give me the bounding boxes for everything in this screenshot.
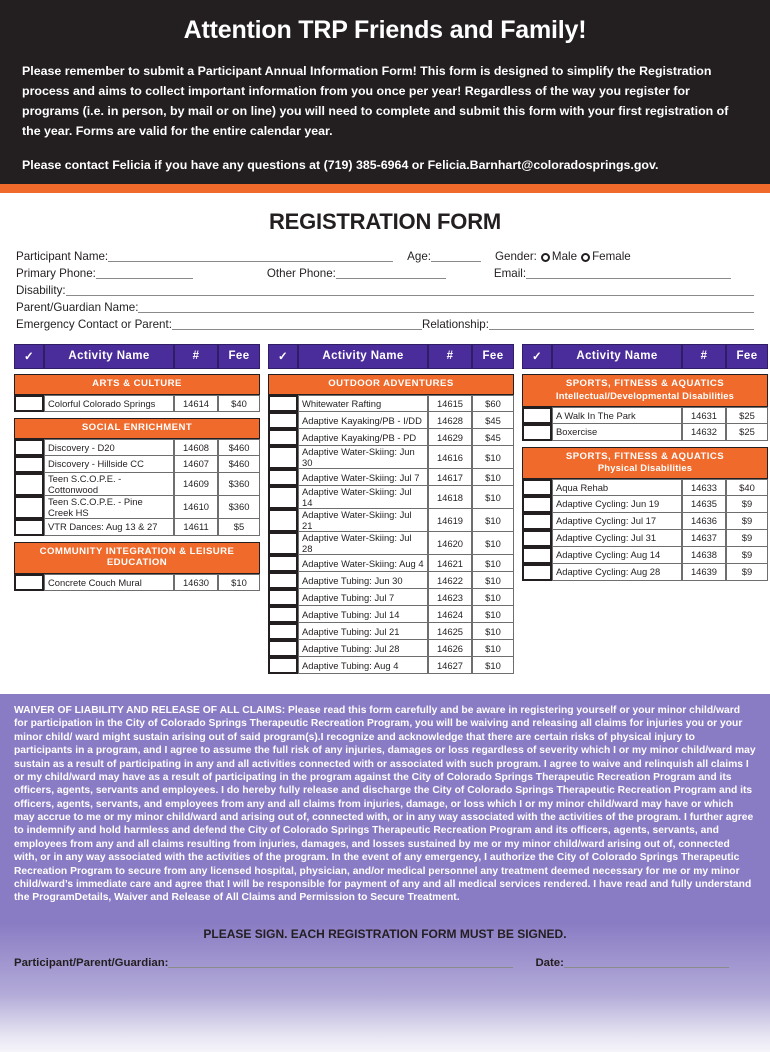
table-row xyxy=(268,657,514,674)
attention-banner xyxy=(0,0,770,184)
activity-name-cell: Adaptive Tubing: Jul 14 xyxy=(298,606,428,623)
gender-label: Gender: xyxy=(495,250,537,264)
disability-input[interactable] xyxy=(66,283,754,296)
field-row-parent-guardian xyxy=(16,300,754,314)
activity-number-cell: 14610 xyxy=(174,496,218,519)
activity-fee-cell: $45 xyxy=(472,412,514,429)
table-row xyxy=(268,606,514,623)
primary-phone-input[interactable] xyxy=(96,266,193,279)
other-phone-label: Other Phone: xyxy=(266,267,336,281)
table-row xyxy=(14,395,260,412)
activity-fee-cell: $5 xyxy=(218,519,260,536)
activity-number-cell: 14614 xyxy=(174,395,218,412)
activity-checkbox[interactable] xyxy=(14,473,44,496)
field-row-phones-email xyxy=(16,266,754,280)
sign-instruction: PLEASE SIGN. EACH REGISTRATION FORM MUST BE SIGNED. xyxy=(203,926,567,941)
activity-name-cell: Teen S.C.O.P.E. - Pine Creek HS xyxy=(44,496,174,519)
activity-number-cell: 14629 xyxy=(428,429,472,446)
activity-checkbox[interactable] xyxy=(268,532,298,555)
section-subheader: Intellectual/Developmental Disabilities xyxy=(555,390,735,402)
table-row xyxy=(268,509,514,532)
section-header: COMMUNITY INTEGRATION & LEISURE EDUCATION xyxy=(14,542,260,574)
activity-checkbox[interactable] xyxy=(522,530,552,547)
activity-rows xyxy=(14,439,260,536)
activity-column-2 xyxy=(268,344,514,680)
activity-number-cell: 14635 xyxy=(682,496,726,513)
activity-checkbox[interactable] xyxy=(268,606,298,623)
emergency-contact-input[interactable] xyxy=(172,317,422,330)
emergency-contact-label: Emergency Contact or Parent: xyxy=(16,318,172,332)
activity-fee-cell: $45 xyxy=(472,429,514,446)
table-row xyxy=(522,547,768,564)
orange-divider xyxy=(0,184,770,193)
gender-female-radio[interactable] xyxy=(581,253,590,262)
activity-checkbox[interactable] xyxy=(14,519,44,536)
activity-number-cell: 14607 xyxy=(174,456,218,473)
other-phone-input[interactable] xyxy=(336,266,446,279)
header-fee: Fee xyxy=(472,344,514,369)
activity-name-cell: Adaptive Cycling: Aug 14 xyxy=(552,547,682,564)
activity-name-cell: Adaptive Cycling: Jun 19 xyxy=(552,496,682,513)
activity-number-cell: 14618 xyxy=(428,486,472,509)
activity-fee-cell: $25 xyxy=(726,424,768,441)
activity-checkbox[interactable] xyxy=(268,509,298,532)
activity-fee-cell: $360 xyxy=(218,496,260,519)
gender-male-radio[interactable] xyxy=(541,253,550,262)
activity-checkbox[interactable] xyxy=(268,469,298,486)
activity-fee-cell: $9 xyxy=(726,496,768,513)
banner-paragraph: Please remember to submit a Participant Annual Information Form! This form is designed to simplify the Registration process and aims to collect important information from you once per year! Regardless of the way you register for programs (i.e. in person, by mail or on line) you will need to complete and submit this form with your first registration of the year. Forms are valid for the entire calendar year. xyxy=(22,64,729,139)
header-activity-name: Activity Name xyxy=(298,344,428,369)
gender-male-label: Male xyxy=(551,250,578,264)
age-input[interactable] xyxy=(431,249,481,262)
activity-name-cell: Concrete Couch Mural xyxy=(44,574,174,591)
activity-checkbox[interactable] xyxy=(268,446,298,469)
activity-fee-cell: $10 xyxy=(472,640,514,657)
table-row xyxy=(522,530,768,547)
activity-name-cell: Adaptive Tubing: Jun 30 xyxy=(298,572,428,589)
activity-name-cell: Teen S.C.O.P.E. - Cottonwood xyxy=(44,473,174,496)
table-row xyxy=(268,446,514,469)
activity-checkbox[interactable] xyxy=(268,657,298,674)
activity-rows xyxy=(14,574,260,591)
header-check-icon: ✓ xyxy=(14,344,44,369)
activity-rows xyxy=(14,395,260,412)
banner-title: Attention TRP Friends and Family! xyxy=(183,16,587,44)
activity-rows xyxy=(522,407,768,441)
activity-section xyxy=(522,374,768,440)
activity-number-cell: 14631 xyxy=(682,407,726,424)
parent-guardian-input[interactable] xyxy=(138,300,754,313)
signature-row xyxy=(14,955,756,969)
page-title: REGISTRATION FORM xyxy=(268,209,502,235)
activity-checkbox[interactable] xyxy=(268,589,298,606)
activity-fee-cell: $10 xyxy=(472,589,514,606)
table-row xyxy=(268,589,514,606)
waiver-section xyxy=(0,694,770,1052)
activity-name-cell: Adaptive Cycling: Jul 17 xyxy=(552,513,682,530)
activity-number-cell: 14622 xyxy=(428,572,472,589)
activity-number-cell: 14620 xyxy=(428,532,472,555)
activity-checkbox[interactable] xyxy=(268,412,298,429)
activity-fee-cell: $10 xyxy=(472,606,514,623)
activity-checkbox[interactable] xyxy=(522,547,552,564)
participant-fields xyxy=(0,249,770,331)
activity-checkbox[interactable] xyxy=(522,407,552,424)
field-row-emergency-relationship xyxy=(16,317,754,331)
activity-fee-cell: $9 xyxy=(726,547,768,564)
gender-female-label: Female xyxy=(592,250,631,264)
activity-number-cell: 14616 xyxy=(428,446,472,469)
activity-rows xyxy=(268,395,514,674)
activity-number-cell: 14632 xyxy=(682,424,726,441)
table-row xyxy=(14,456,260,473)
table-row xyxy=(268,623,514,640)
disability-label: Disability: xyxy=(16,284,66,298)
table-row xyxy=(522,479,768,496)
activity-checkbox[interactable] xyxy=(268,429,298,446)
field-row-disability xyxy=(16,283,754,297)
activity-checkbox[interactable] xyxy=(522,424,552,441)
activity-fee-cell: $40 xyxy=(726,479,768,496)
activity-checkbox[interactable] xyxy=(268,486,298,509)
table-row xyxy=(522,496,768,513)
activity-checkbox[interactable] xyxy=(14,496,44,519)
activity-number-cell: 14617 xyxy=(428,469,472,486)
activity-number-cell: 14625 xyxy=(428,623,472,640)
activity-name-cell: Adaptive Water-Skiing: Jul 28 xyxy=(298,532,428,555)
email-input[interactable] xyxy=(526,266,731,279)
activity-fee-cell: $10 xyxy=(472,509,514,532)
header-number: # xyxy=(682,344,726,369)
activity-name-cell: Adaptive Water-Skiing: Jul 7 xyxy=(298,469,428,486)
activity-name-cell: Whitewater Rafting xyxy=(298,395,428,412)
activity-number-cell: 14630 xyxy=(174,574,218,591)
participant-name-label: Participant Name: xyxy=(16,250,109,264)
signature-label: Participant/Parent/Guardian: xyxy=(14,956,169,969)
activity-checkbox[interactable] xyxy=(268,640,298,657)
activity-checkbox[interactable] xyxy=(268,555,298,572)
table-row xyxy=(268,572,514,589)
activity-name-cell: Discovery - D20 xyxy=(44,439,174,456)
activity-table-header xyxy=(268,344,514,369)
activity-name-cell: Boxercise xyxy=(552,424,682,441)
table-row xyxy=(14,574,260,591)
activity-checkbox[interactable] xyxy=(522,479,552,496)
activity-name-cell: Adaptive Kayaking/PB - PD xyxy=(298,429,428,446)
activity-name-cell: Adaptive Tubing: Jul 21 xyxy=(298,623,428,640)
table-row xyxy=(14,473,260,496)
header-fee: Fee xyxy=(726,344,768,369)
activity-checkbox[interactable] xyxy=(14,574,44,591)
activity-number-cell: 14623 xyxy=(428,589,472,606)
activity-section xyxy=(14,542,260,591)
header-activity-name: Activity Name xyxy=(44,344,174,369)
activity-fee-cell: $10 xyxy=(472,469,514,486)
activity-name-cell: Adaptive Kayaking/PB - I/DD xyxy=(298,412,428,429)
table-row xyxy=(268,412,514,429)
header-check-icon: ✓ xyxy=(268,344,298,369)
activity-fee-cell: $10 xyxy=(472,532,514,555)
relationship-input[interactable] xyxy=(489,317,754,330)
activity-name-cell: Adaptive Water-Skiing: Jul 14 xyxy=(298,486,428,509)
activity-number-cell: 14624 xyxy=(428,606,472,623)
header-number: # xyxy=(428,344,472,369)
table-row xyxy=(268,395,514,412)
activity-name-cell: Colorful Colorado Springs xyxy=(44,395,174,412)
activity-number-cell: 14627 xyxy=(428,657,472,674)
table-row xyxy=(522,407,768,424)
primary-phone-label: Primary Phone: xyxy=(16,267,96,281)
activity-number-cell: 14626 xyxy=(428,640,472,657)
activity-column-1 xyxy=(14,344,260,597)
table-row xyxy=(268,429,514,446)
activity-number-cell: 14628 xyxy=(428,412,472,429)
activity-name-cell: Adaptive Tubing: Jul 7 xyxy=(298,589,428,606)
activity-number-cell: 14638 xyxy=(682,547,726,564)
activity-rows xyxy=(522,479,768,581)
banner-contact-line: Please contact Felicia if you have any questions at (719) 385-6964 or Felicia.Barnhart@coloradosprings.gov. xyxy=(22,158,659,173)
table-row xyxy=(522,513,768,530)
table-row xyxy=(522,424,768,441)
email-label: Email: xyxy=(493,267,527,281)
activity-number-cell: 14619 xyxy=(428,509,472,532)
activity-checkbox[interactable] xyxy=(268,395,298,412)
activity-number-cell: 14615 xyxy=(428,395,472,412)
table-row xyxy=(268,555,514,572)
field-row-name-age-gender xyxy=(16,249,754,263)
activity-number-cell: 14611 xyxy=(174,519,218,536)
activity-name-cell: Adaptive Cycling: Jul 31 xyxy=(552,530,682,547)
header-fee: Fee xyxy=(218,344,260,369)
activity-fee-cell: $460 xyxy=(218,439,260,456)
section-header: ARTS & CULTURE xyxy=(14,374,260,395)
activity-checkbox[interactable] xyxy=(268,623,298,640)
activity-fee-cell: $9 xyxy=(726,530,768,547)
activity-table-header xyxy=(14,344,260,369)
activity-fee-cell: $10 xyxy=(218,574,260,591)
section-header: SOCIAL ENRICHMENT xyxy=(14,418,260,439)
date-label: Date: xyxy=(535,956,564,969)
section-subheader: Physical Disabilities xyxy=(597,462,693,474)
activity-fee-cell: $10 xyxy=(472,623,514,640)
header-activity-name: Activity Name xyxy=(552,344,682,369)
table-row xyxy=(268,486,514,509)
activity-fee-cell: $40 xyxy=(218,395,260,412)
activity-fee-cell: $10 xyxy=(472,657,514,674)
parent-guardian-label: Parent/Guardian Name: xyxy=(16,301,139,315)
activity-checkbox[interactable] xyxy=(14,439,44,456)
date-input[interactable] xyxy=(564,955,729,968)
activity-section xyxy=(268,374,514,674)
activity-fee-cell: $60 xyxy=(472,395,514,412)
activity-fee-cell: $10 xyxy=(472,486,514,509)
activity-fee-cell: $9 xyxy=(726,564,768,581)
activity-name-cell: A Walk In The Park xyxy=(552,407,682,424)
activity-checkbox[interactable] xyxy=(14,456,44,473)
activity-number-cell: 14636 xyxy=(682,513,726,530)
table-row xyxy=(522,564,768,581)
activity-columns xyxy=(0,334,770,680)
table-row xyxy=(268,469,514,486)
activity-checkbox[interactable] xyxy=(14,395,44,412)
header-number: # xyxy=(174,344,218,369)
age-label: Age: xyxy=(407,250,432,264)
section-header: OUTDOOR ADVENTURES xyxy=(268,374,514,395)
activity-number-cell: 14608 xyxy=(174,439,218,456)
table-row xyxy=(14,519,260,536)
activity-name-cell: Adaptive Cycling: Aug 28 xyxy=(552,564,682,581)
activity-fee-cell: $10 xyxy=(472,555,514,572)
participant-name-input[interactable] xyxy=(108,249,393,262)
activity-fee-cell: $460 xyxy=(218,456,260,473)
table-row xyxy=(14,439,260,456)
activity-name-cell: Adaptive Water-Skiing: Jun 30 xyxy=(298,446,428,469)
section-header: SPORTS, FITNESS & AQUATICS Intellectual/Developmental Disabilities xyxy=(522,374,768,406)
table-row xyxy=(268,640,514,657)
activity-fee-cell: $10 xyxy=(472,572,514,589)
section-header: SPORTS, FITNESS & AQUATICS Physical Disabilities xyxy=(522,447,768,479)
activity-number-cell: 14633 xyxy=(682,479,726,496)
activity-fee-cell: $360 xyxy=(218,473,260,496)
waiver-text: WAIVER OF LIABILITY AND RELEASE OF ALL CLAIMS: Please read this form carefully and be aware in registering yourself or your minor child/ward for participation in the City of Colorado Springs Therapeutic Recreation Program, you will be waiving and releasing all claims for injuries you or your minor child/ ward might sustain arising out of said program(s).I recognize and acknowledge that there are certain risks of physical injury to participants in a program, and I agree to assume the full risk of any injuries, damages or loss regardless of severity which I or my minor child/ward may sustain as a result of participating in any and all activities connected with or associated with such program. I agree to waive and relinquish all claims I or my child/ward may have as a result of participating in the program against the City of Colorado Springs Therapeutic Recreation Program and its officers, agents, servants and employees. I do hereby fully release and discharge the City of Colorado Springs Therapeutic Recreation Program and its officers, agents, servants, and employees from any and all claims from injuries, damage, or loss which I or my minor child/ward may have or which may accrue to me or my minor child/ward and arising out of, connected with, or in any way associated with the activities of the program. I further agree to indemnify and hold harmless and defend the City of Colorado Springs Therapeutic Recreation Program and its officers, agents, servants, and employees from any and all claims resulting from injuries, damages, and losses sustained by me or my minor child/ward arising out of, connected with, or in any way associated with the activities of the program. In the event of any emergency, I authorize the City of Colorado Springs Therapeutic Recreation Program to secure from any licensed hospital, physician, and/or medical personnel any treatment deemed necessary for me or my minor child/ward’s immediate care and agree that I will be responsible for payment of any and all medical services rendered. I have read and fully understand the ProgramDetails, Waiver and Release of All Claims and Permission to Secure Treatment. xyxy=(14,705,756,904)
activity-name-cell: Aqua Rehab xyxy=(552,479,682,496)
activity-table-header xyxy=(522,344,768,369)
activity-number-cell: 14621 xyxy=(428,555,472,572)
activity-fee-cell: $10 xyxy=(472,446,514,469)
table-row xyxy=(268,532,514,555)
activity-section xyxy=(14,418,260,536)
activity-checkbox[interactable] xyxy=(522,513,552,530)
activity-number-cell: 14639 xyxy=(682,564,726,581)
activity-name-cell: VTR Dances: Aug 13 & 27 xyxy=(44,519,174,536)
activity-number-cell: 14609 xyxy=(174,473,218,496)
activity-name-cell: Adaptive Tubing: Jul 28 xyxy=(298,640,428,657)
activity-checkbox[interactable] xyxy=(268,572,298,589)
activity-name-cell: Discovery - Hillside CC xyxy=(44,456,174,473)
activity-fee-cell: $25 xyxy=(726,407,768,424)
activity-checkbox[interactable] xyxy=(522,564,552,581)
activity-section xyxy=(14,374,260,412)
activity-name-cell: Adaptive Water-Skiing: Jul 21 xyxy=(298,509,428,532)
table-row xyxy=(14,496,260,519)
header-check-icon: ✓ xyxy=(522,344,552,369)
activity-name-cell: Adaptive Tubing: Aug 4 xyxy=(298,657,428,674)
activity-name-cell: Adaptive Water-Skiing: Aug 4 xyxy=(298,555,428,572)
activity-number-cell: 14637 xyxy=(682,530,726,547)
activity-fee-cell: $9 xyxy=(726,513,768,530)
activity-column-3 xyxy=(522,344,768,586)
relationship-label: Relationship: xyxy=(421,318,489,332)
activity-checkbox[interactable] xyxy=(522,496,552,513)
activity-section xyxy=(522,447,768,581)
signature-input[interactable] xyxy=(168,955,513,968)
